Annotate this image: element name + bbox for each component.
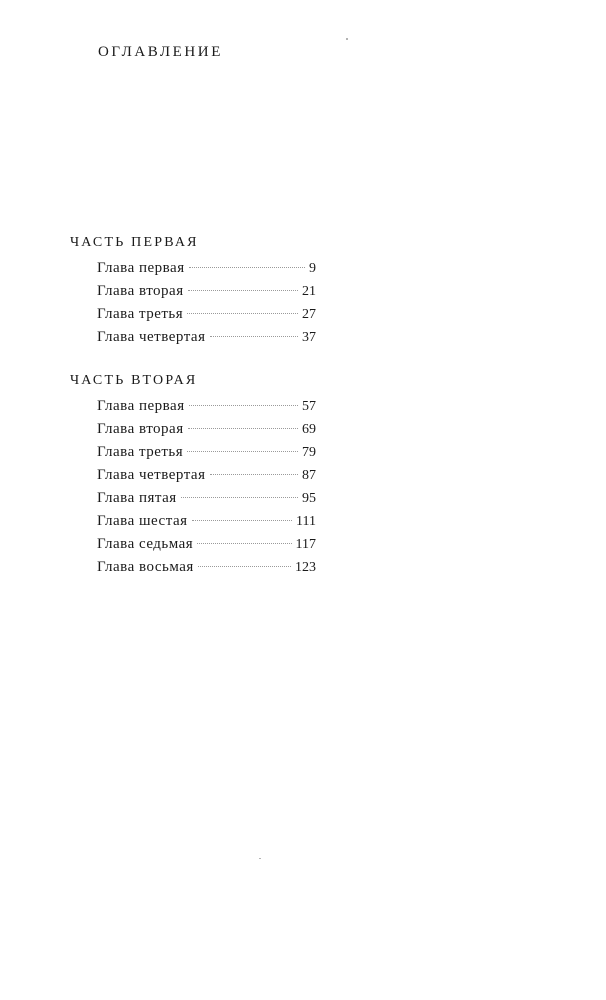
print-speck [259,858,261,859]
dot-leader [188,290,298,291]
chapter-title: Глава первая [97,260,185,276]
dot-leader [210,336,299,337]
toc-title: ОГЛАВЛЕНИЕ [98,44,223,60]
toc-entry[interactable] [97,441,316,464]
page-number: 95 [302,491,316,506]
chapter-title: Глава четвертая [97,467,206,483]
page-number: 69 [302,422,316,437]
page-number: 57 [302,399,316,414]
dot-leader [189,405,298,406]
dot-leader [187,313,298,314]
dot-leader [181,497,298,498]
chapter-title: Глава вторая [97,283,184,299]
page-number: 37 [302,330,316,345]
toc-entry[interactable] [97,257,316,280]
page-number: 87 [302,468,316,483]
toc-entry[interactable] [97,510,316,533]
page-number: 21 [302,284,316,299]
dot-leader [188,428,298,429]
toc-entry[interactable] [97,556,316,579]
part-heading: ЧАСТЬ ПЕРВАЯ [70,235,199,250]
part-heading: ЧАСТЬ ВТОРАЯ [70,373,198,388]
toc-entry[interactable] [97,464,316,487]
page-number: 117 [295,537,316,552]
page-number: 123 [295,560,316,575]
toc-part-1 [70,234,316,349]
dot-leader [192,520,293,521]
chapter-title: Глава шестая [97,513,188,529]
page-number: 9 [309,261,316,276]
toc-entry[interactable] [97,533,316,556]
chapter-title: Глава четвертая [97,329,206,345]
chapter-title: Глава третья [97,444,184,460]
dot-leader [210,474,299,475]
print-speck [346,38,348,40]
dot-leader [198,566,291,567]
toc-entry[interactable] [97,280,316,303]
chapter-title: Глава вторая [97,421,184,437]
dot-leader [189,267,305,268]
toc-entry[interactable] [97,487,316,510]
chapter-title: Глава восьмая [97,559,194,575]
page-number: 27 [302,307,316,322]
chapter-title: Глава пятая [97,490,177,506]
toc-entry[interactable] [97,395,316,418]
toc-part-2 [70,372,316,579]
toc-entry[interactable] [97,303,316,326]
dot-leader [197,543,291,544]
chapter-title: Глава третья [97,306,184,322]
page-number: 111 [296,514,316,529]
chapter-title: Глава первая [97,398,185,414]
toc-entry[interactable] [97,326,316,349]
chapter-title: Глава седьмая [97,536,194,552]
page-number: 79 [302,445,316,460]
dot-leader [187,451,298,452]
toc-entry[interactable] [97,418,316,441]
